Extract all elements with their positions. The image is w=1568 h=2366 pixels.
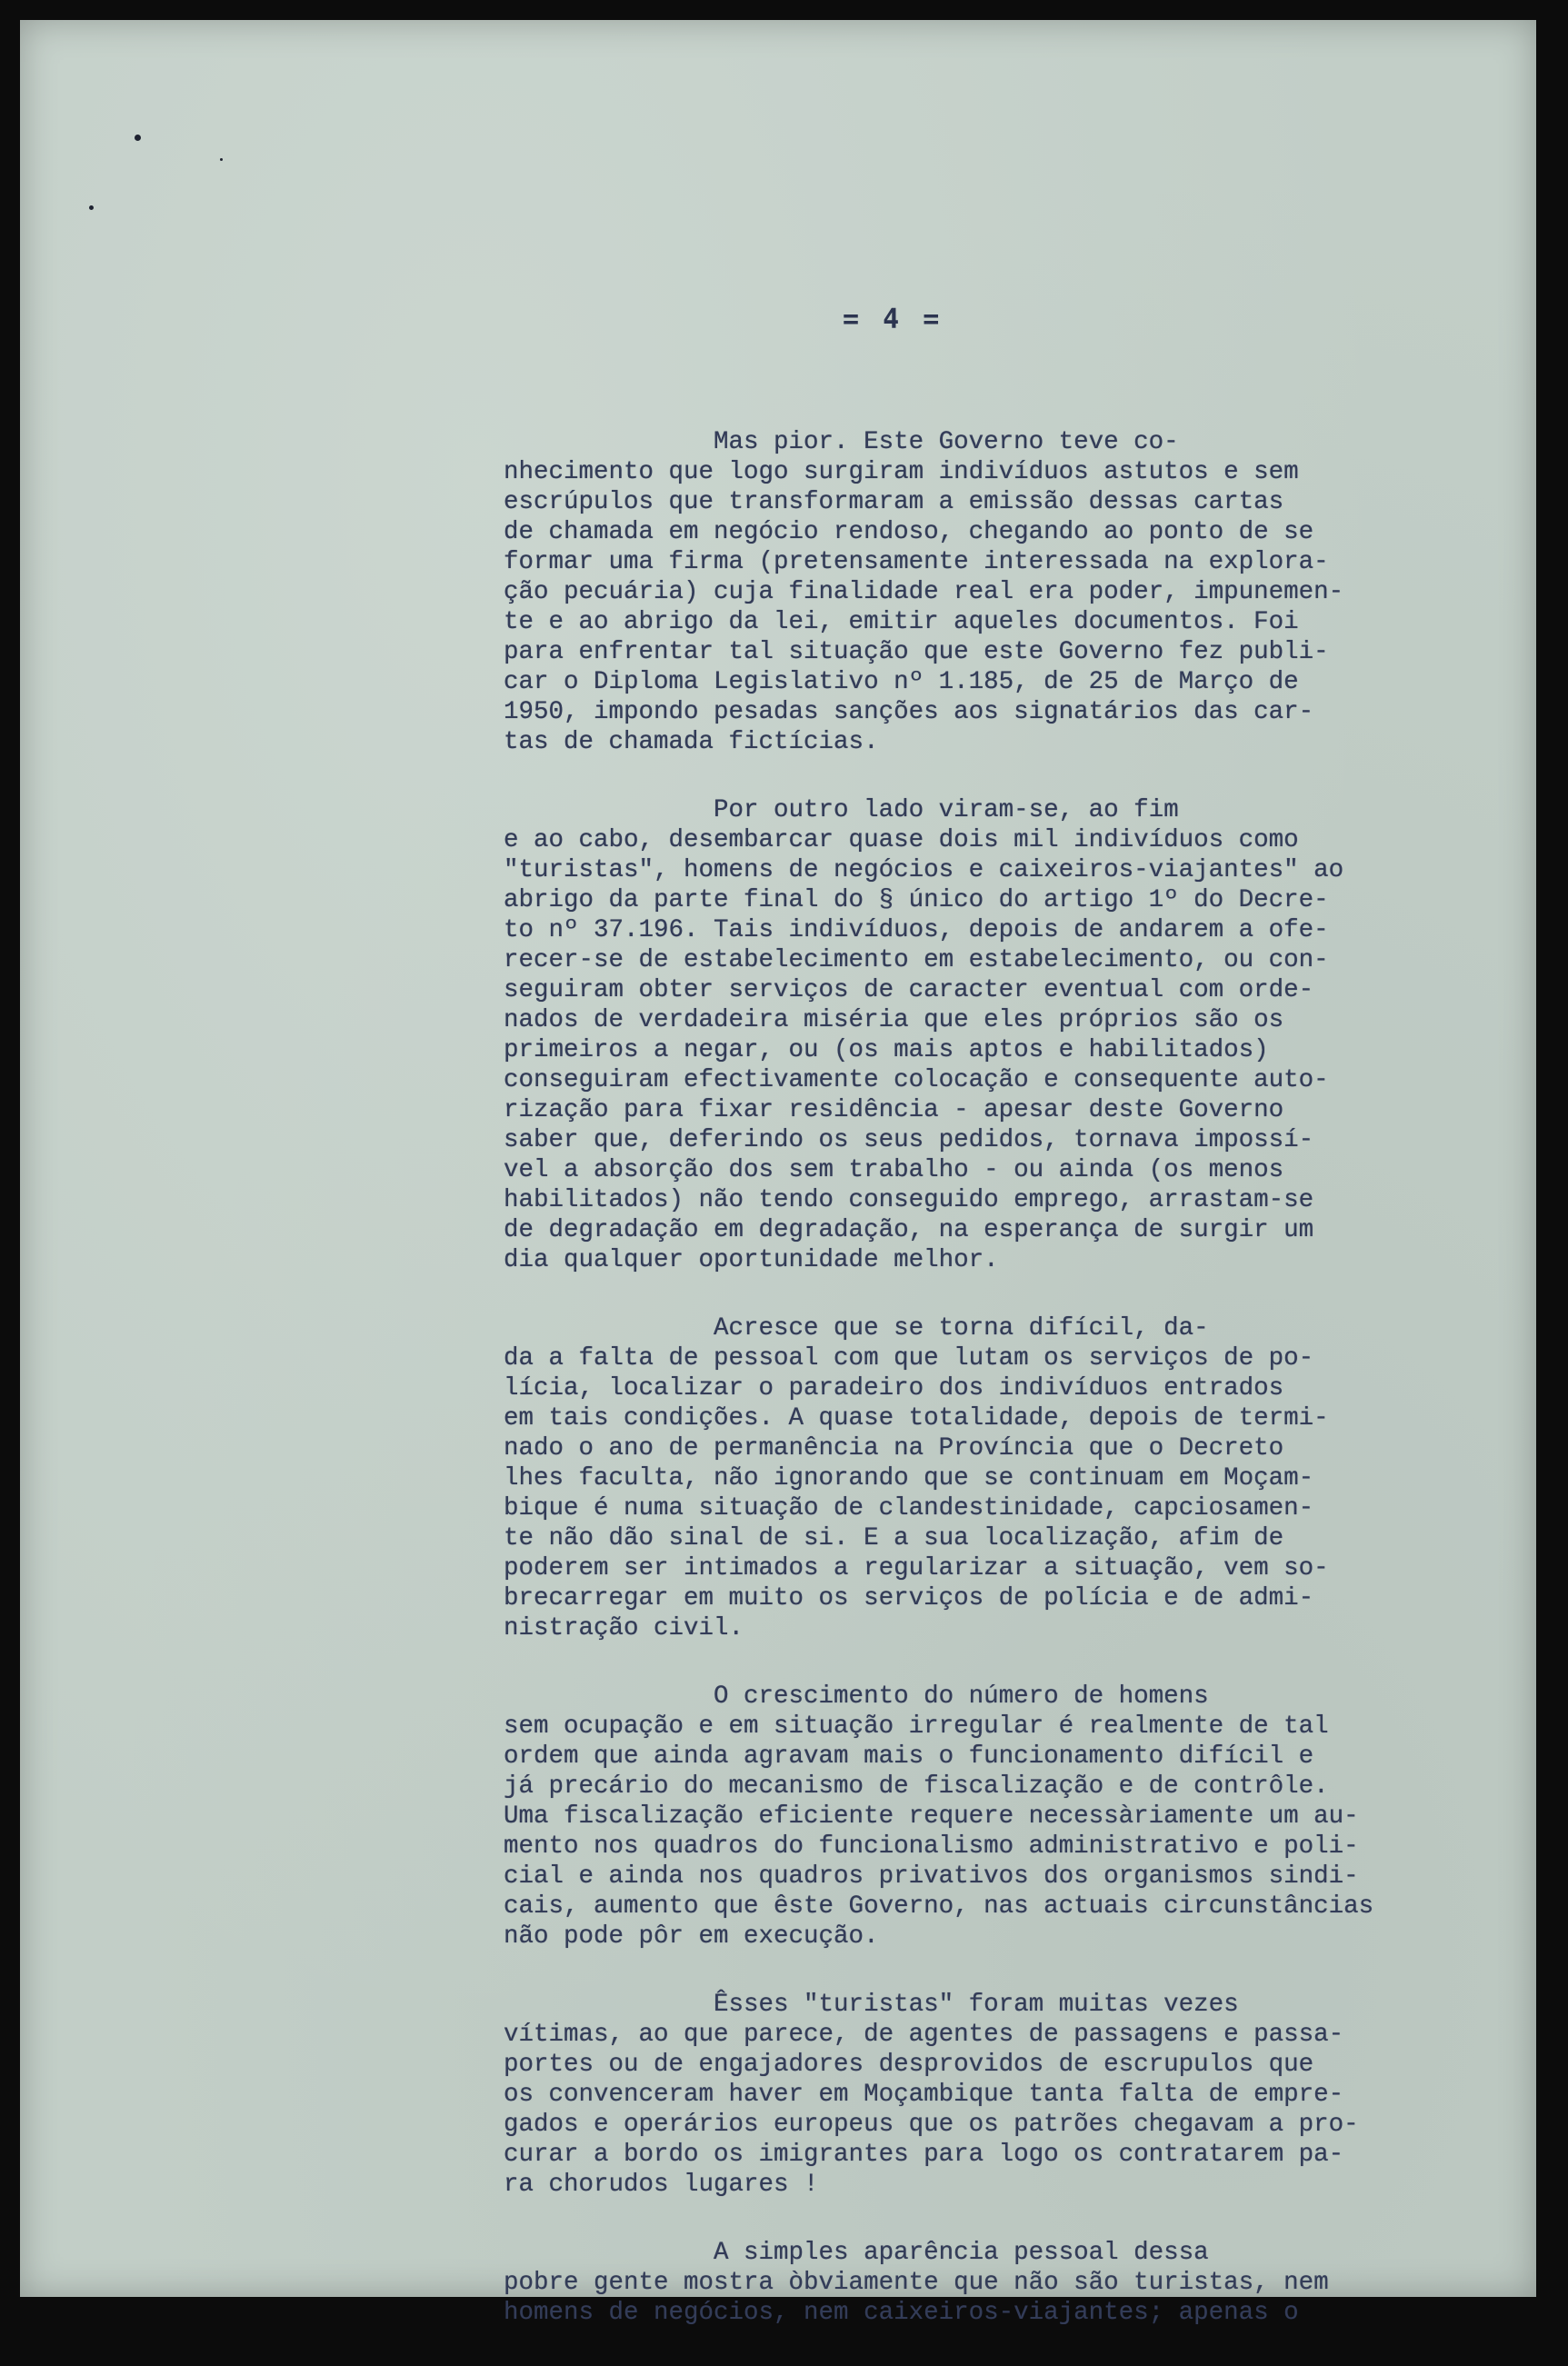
text-line: te e ao abrigo da lei, emitir aqueles documentos. Foi (504, 608, 1299, 636)
text-line: lícia, localizar o paradeiro dos indivíduos entrados (504, 1374, 1284, 1403)
paragraph (504, 1313, 1522, 1643)
text-line: nhecimento que logo surgiram indivíduos astutos e sem (504, 458, 1299, 486)
text-line: curar a bordo os imigrantes para logo os contratarem pa- (504, 2141, 1344, 2169)
text-line: portes ou de engajadores desprovidos de escrupulos que (504, 2051, 1314, 2079)
text-line: saber que, deferindo os seus pedidos, tornava impossí- (504, 1126, 1314, 1154)
ink-speck (89, 205, 94, 210)
text-line: lhes faculta, não ignorando que se continuam em Moçam- (504, 1464, 1314, 1492)
paragraph (504, 2238, 1522, 2328)
text-line: recer-se de estabelecimento em estabelecimento, ou con- (504, 946, 1329, 974)
text-line: primeiros a negar, ou (os mais aptos e habilitados) (504, 1036, 1269, 1064)
text-line: cais, aumento que êste Governo, nas actuais circunstâncias (504, 1892, 1374, 1921)
text-line: já precário do mecanismo de fiscalização e de contrôle. (504, 1772, 1329, 1801)
text-line: não pode pôr em execução. (504, 1922, 879, 1951)
ink-speck (220, 158, 223, 161)
text-line: ção pecuária) cuja finalidade real era poder, impunemen- (504, 578, 1344, 606)
text-line: sem ocupação e em situação irregular é realmente de tal (504, 1712, 1329, 1741)
text-line: A simples aparência pessoal dessa (504, 2239, 1209, 2267)
text-line: pobre gente mostra òbviamente que não são turistas, nem (504, 2269, 1329, 2297)
text-line: rização para fixar residência - apesar deste Governo (504, 1096, 1284, 1124)
text-line: formar uma firma (pretensamente interessada na explora- (504, 548, 1329, 576)
ink-speck (135, 135, 141, 141)
text-line: de degradação em degradação, na esperança de surgir um (504, 1216, 1314, 1244)
text-line: car o Diploma Legislativo nº 1.185, de 25 de Março de (504, 668, 1299, 696)
paragraph (504, 1682, 1522, 1952)
text-line: gados e operários europeus que os patrões chegavam a pro- (504, 2111, 1359, 2139)
text-line: bique é numa situação de clandestinidade, capciosamen- (504, 1494, 1314, 1522)
text-line: vítimas, ao que parece, de agentes de passagens e passa- (504, 2021, 1344, 2049)
text-line: 1950, impondo pesadas sanções aos signatários das car- (504, 698, 1314, 726)
text-line: ra chorudos lugares ! (504, 2171, 819, 2199)
text-line: abrigo da parte final do § único do artigo 1º do Decre- (504, 886, 1329, 914)
text-line: ordem que ainda agravam mais o funcionamento difícil e (504, 1742, 1314, 1771)
text-line: to nº 37.196. Tais indivíduos, depois de andarem a ofe- (504, 916, 1329, 944)
text-line: da a falta de pessoal com que lutam os serviços de po- (504, 1344, 1314, 1373)
text-line: habilitados) não tendo conseguido emprego, arrastam-se (504, 1186, 1314, 1214)
text-line: nado o ano de permanência na Província que o Decreto (504, 1434, 1284, 1463)
text-line: Acresce que se torna difícil, da- (504, 1314, 1209, 1343)
paragraph (504, 1990, 1522, 2200)
text-line: os convenceram haver em Moçambique tanta falta de empre- (504, 2081, 1344, 2109)
paragraph (504, 427, 1522, 757)
text-line: em tais condições. A quase totalidade, depois de termi- (504, 1404, 1329, 1433)
text-line: Por outro lado viram-se, ao fim (504, 796, 1179, 824)
text-line: mento nos quadros do funcionalismo administrativo e poli- (504, 1832, 1359, 1861)
text-line: conseguiram efectivamente colocação e consequente auto- (504, 1066, 1329, 1094)
text-line: "turistas", homens de negócios e caixeiros-viajantes" ao (504, 856, 1344, 884)
text-line: brecarregar em muito os serviços de polícia e de admi- (504, 1584, 1314, 1612)
text-line: e ao cabo, desembarcar quase dois mil indivíduos como (504, 826, 1299, 854)
text-line: O crescimento do número de homens (504, 1682, 1209, 1711)
text-line: seguiram obter serviços de caracter eventual com orde- (504, 976, 1314, 1004)
text-line: Uma fiscalização eficiente requere necessàriamente um au- (504, 1802, 1359, 1831)
text-line: de chamada em negócio rendoso, chegando ao ponto de se (504, 518, 1314, 546)
text-line: Êsses "turistas" foram muitas vezes (504, 1991, 1239, 2019)
text-line: nistração civil. (504, 1614, 744, 1642)
text-line: para enfrentar tal situação que este Governo fez publi- (504, 638, 1329, 666)
text-line: dia qualquer oportunidade melhor. (504, 1246, 999, 1274)
document-page (20, 20, 1536, 2327)
paragraph (504, 795, 1522, 1275)
text-line: poderem ser intimados a regularizar a situação, vem so- (504, 1554, 1329, 1582)
text-line: tas de chamada fictícias. (504, 728, 879, 756)
text-line: Mas pior. Este Governo teve co- (504, 428, 1179, 456)
text-line: nados de verdadeira miséria que eles próprios são os (504, 1006, 1284, 1034)
text-line: escrúpulos que transformaram a emissão dessas cartas (504, 488, 1284, 516)
text-line: homens de negócios, nem caixeiros-viajantes; apenas o (504, 2299, 1299, 2327)
text-line: vel a absorção dos sem trabalho - ou ainda (os menos (504, 1156, 1284, 1184)
document-body (504, 427, 1522, 2366)
text-line: te não dão sinal de si. E a sua localização, afim de (504, 1524, 1284, 1552)
text-line: cial e ainda nos quadros privativos dos organismos sindi- (504, 1862, 1359, 1891)
page-number: = 4 = (843, 304, 944, 335)
